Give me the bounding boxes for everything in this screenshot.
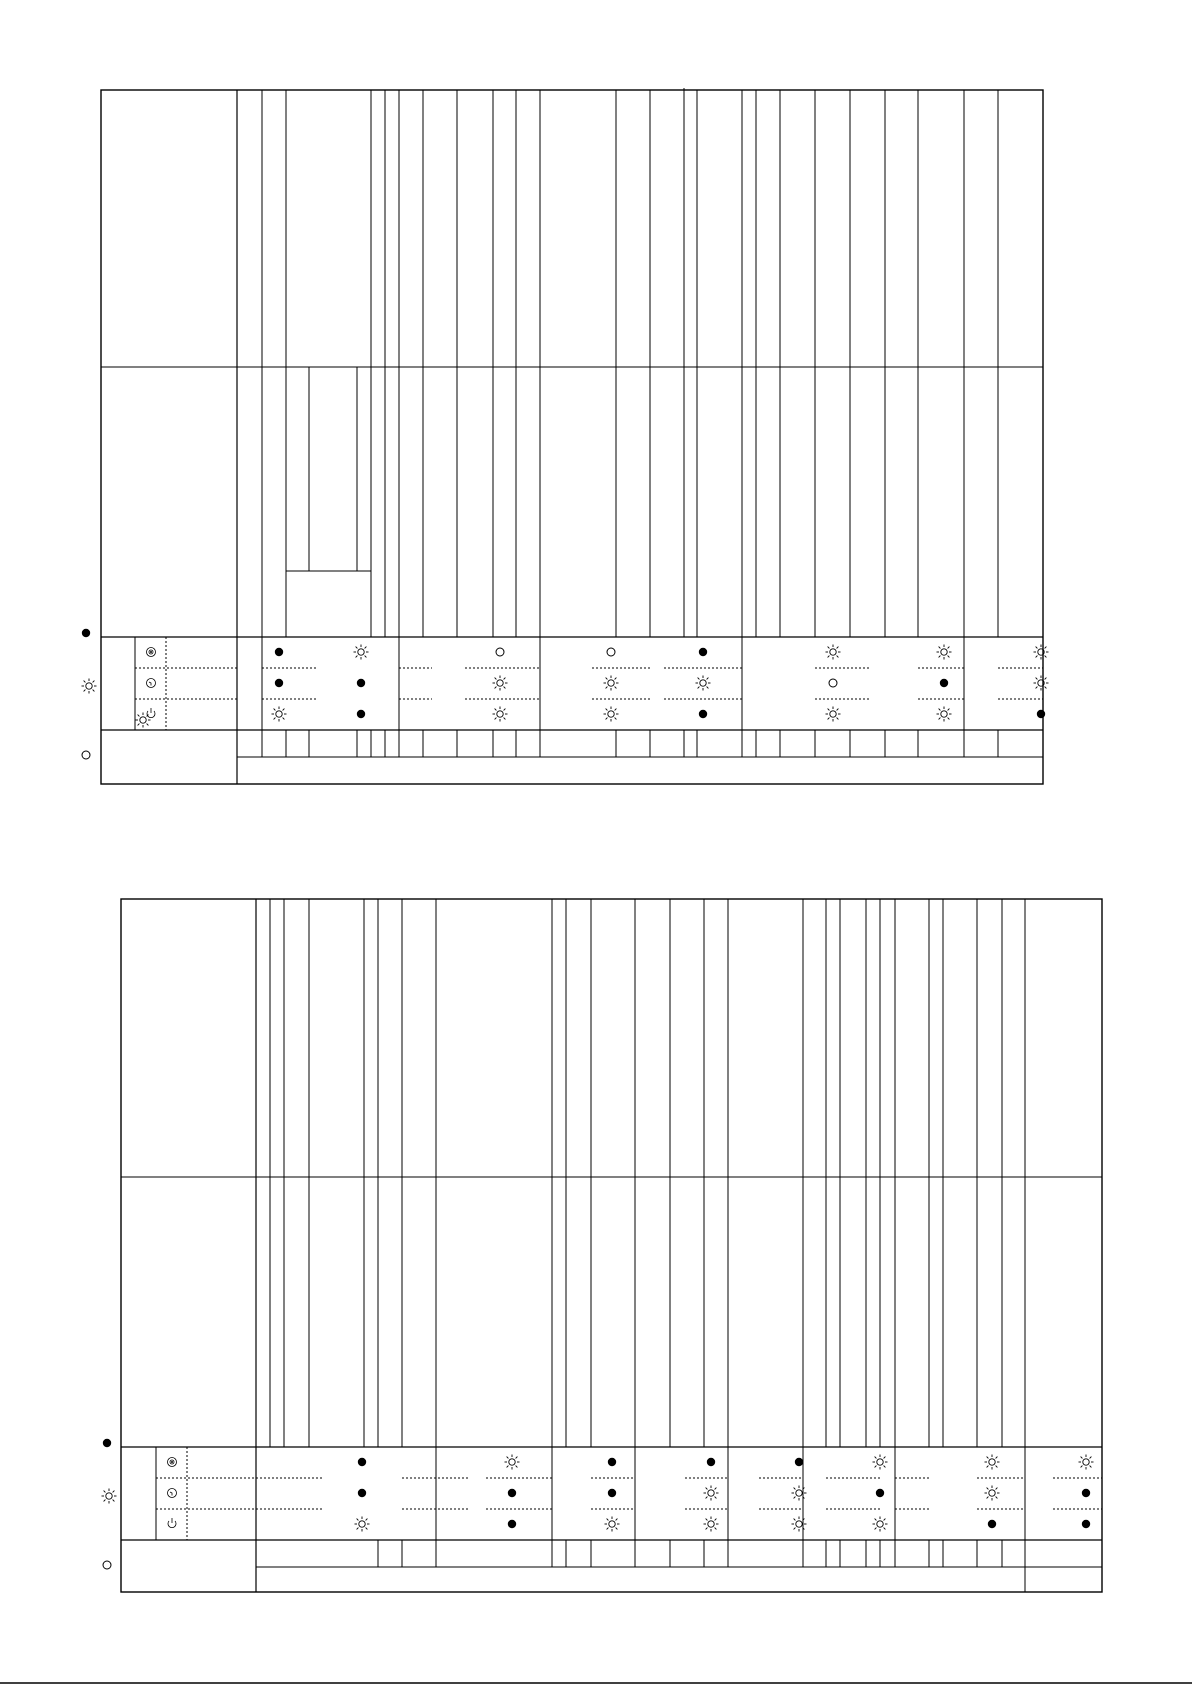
- upper-run-led-flash-icon: [493, 676, 508, 691]
- upper-power-led-on-icon: [1037, 710, 1045, 718]
- lower-timer-led-flash-icon: [985, 1455, 1000, 1470]
- upper-timer-led-off-icon: [607, 648, 615, 656]
- lower-timer-led-on-icon: [795, 1458, 803, 1466]
- upper-legend: [82, 629, 97, 759]
- upper-run-led-on-icon: [275, 679, 283, 687]
- lower-power-led-flash-icon: [704, 1517, 719, 1532]
- lower-run-led-on-icon: [1082, 1489, 1090, 1497]
- lower-legend: [102, 1439, 117, 1569]
- upper-power-led-flash-icon: [604, 707, 619, 722]
- lower-run-led-flash-icon: [792, 1486, 807, 1501]
- lower-header-columns: [121, 899, 1102, 1447]
- lower-timer-led-on-icon: [707, 1458, 715, 1466]
- legend-off-icon: [103, 1561, 111, 1569]
- upper-power-led-flash-icon: [826, 707, 841, 722]
- upper-power-led-flash-icon: [937, 707, 952, 722]
- upper-led-table: [101, 88, 1043, 784]
- upper-run-led-on-icon: [357, 679, 365, 687]
- upper-power-led-flash-icon: [272, 707, 287, 722]
- upper-timer-led-flash-icon: [1034, 645, 1049, 660]
- power-icon: [168, 1518, 176, 1528]
- upper-header-columns: [101, 88, 1043, 730]
- upper-timer-led-flash-icon: [937, 645, 952, 660]
- legend-off-icon: [82, 751, 90, 759]
- upper-run-led-flash-icon: [696, 676, 711, 691]
- upper-run-led-flash-icon: [604, 676, 619, 691]
- lower-row-icons: [168, 1458, 177, 1528]
- upper-run-led-off-icon: [829, 679, 837, 687]
- upper-timer-led-on-icon: [699, 648, 707, 656]
- upper-timer-led-flash-icon: [354, 645, 369, 660]
- upper-run-led-on-icon: [940, 679, 948, 687]
- lower-led-states: [355, 1455, 1094, 1532]
- lower-timer-led-flash-icon: [873, 1455, 888, 1470]
- lower-led-table: [121, 899, 1102, 1592]
- lower-run-led-on-icon: [508, 1489, 516, 1497]
- run-icon: [147, 679, 156, 688]
- upper-power-led-on-icon: [357, 710, 365, 718]
- run-icon: [168, 1489, 177, 1498]
- flash-icon: [136, 713, 151, 728]
- lower-run-led-on-icon: [358, 1489, 366, 1497]
- lower-power-led-on-icon: [988, 1520, 996, 1528]
- timer-icon: [147, 648, 156, 657]
- lower-run-led-flash-icon: [985, 1486, 1000, 1501]
- legend-on-icon: [82, 629, 90, 637]
- lower-timer-led-on-icon: [358, 1458, 366, 1466]
- power-icon: [147, 708, 155, 718]
- lower-timer-led-flash-icon: [1079, 1455, 1094, 1470]
- legend-flash-icon: [82, 679, 97, 694]
- upper-led-states: [272, 645, 1049, 722]
- upper-row-icons: [136, 648, 156, 728]
- upper-timer-led-off-icon: [496, 648, 504, 656]
- lower-power-led-on-icon: [508, 1520, 516, 1528]
- lower-power-led-flash-icon: [355, 1517, 370, 1532]
- legend-flash-icon: [102, 1489, 117, 1504]
- lower-power-led-flash-icon: [792, 1517, 807, 1532]
- timer-icon: [168, 1458, 177, 1467]
- lower-run-led-on-icon: [608, 1489, 616, 1497]
- lower-timer-led-flash-icon: [505, 1455, 520, 1470]
- upper-power-led-flash-icon: [493, 707, 508, 722]
- lower-power-led-flash-icon: [605, 1517, 620, 1532]
- upper-timer-led-on-icon: [275, 648, 283, 656]
- lower-run-led-on-icon: [876, 1489, 884, 1497]
- upper-run-led-flash-icon: [1034, 676, 1049, 691]
- upper-power-led-on-icon: [699, 710, 707, 718]
- lower-power-led-on-icon: [1082, 1520, 1090, 1528]
- lower-run-led-flash-icon: [704, 1486, 719, 1501]
- legend-on-icon: [103, 1439, 111, 1447]
- upper-timer-led-flash-icon: [826, 645, 841, 660]
- lower-power-led-flash-icon: [873, 1517, 888, 1532]
- lower-timer-led-on-icon: [608, 1458, 616, 1466]
